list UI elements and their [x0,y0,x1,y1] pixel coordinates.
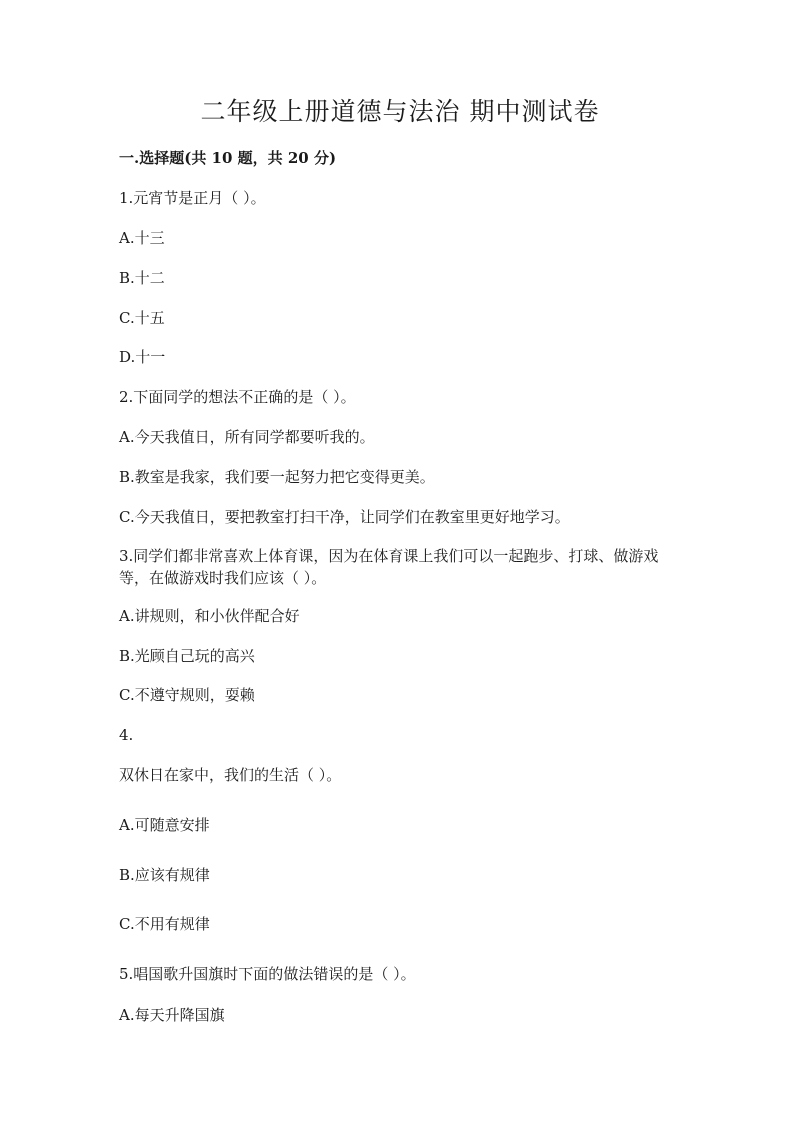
question-3-option-a: A.讲规则，和小伙伴配合好 [119,607,300,625]
question-4-number: 4. [119,726,134,744]
question-1-option-b: B.十二 [119,269,165,287]
question-2-option-a: A.今天我值日，所有同学都要听我的。 [119,428,375,446]
question-2-option-c: C.今天我值日，要把教室打扫干净，让同学们在教室里更好地学习。 [119,508,570,526]
question-5-option-a: A.每天升降国旗 [119,1006,225,1024]
question-4-option-a: A.可随意安排 [119,816,210,834]
question-4-stem: 双休日在家中，我们的生活（ ）。 [119,766,342,784]
question-2-option-b: B.教室是我家，我们要一起努力把它变得更美。 [119,468,435,486]
question-1-option-a: A.十三 [119,229,165,247]
question-4-option-c: C.不用有规律 [119,915,210,933]
question-2-stem: 2.下面同学的想法不正确的是（ ）。 [119,388,356,406]
question-4-option-b: B.应该有规律 [119,866,210,884]
question-1-option-d: D.十一 [119,348,166,366]
question-3-option-c: C.不遵守规则，耍赖 [119,686,255,704]
section-heading: 一.选择题(共 10 题，共 20 分) [119,149,337,167]
page-title: 二年级上册道德与法治 期中测试卷 [200,97,600,126]
question-1-option-c: C.十五 [119,309,165,327]
question-3-stem: 3.同学们都非常喜欢上体育课，因为在体育课上我们可以一起跑步、打球、做游戏等，在做游戏时我们应该（ ）。 [119,547,659,587]
question-1-stem: 1.元宵节是正月（ ）。 [119,189,266,207]
question-3-option-b: B.光顾自己玩的高兴 [119,647,255,665]
question-5-stem: 5.唱国歌升国旗时下面的做法错误的是（ ）。 [119,965,416,983]
